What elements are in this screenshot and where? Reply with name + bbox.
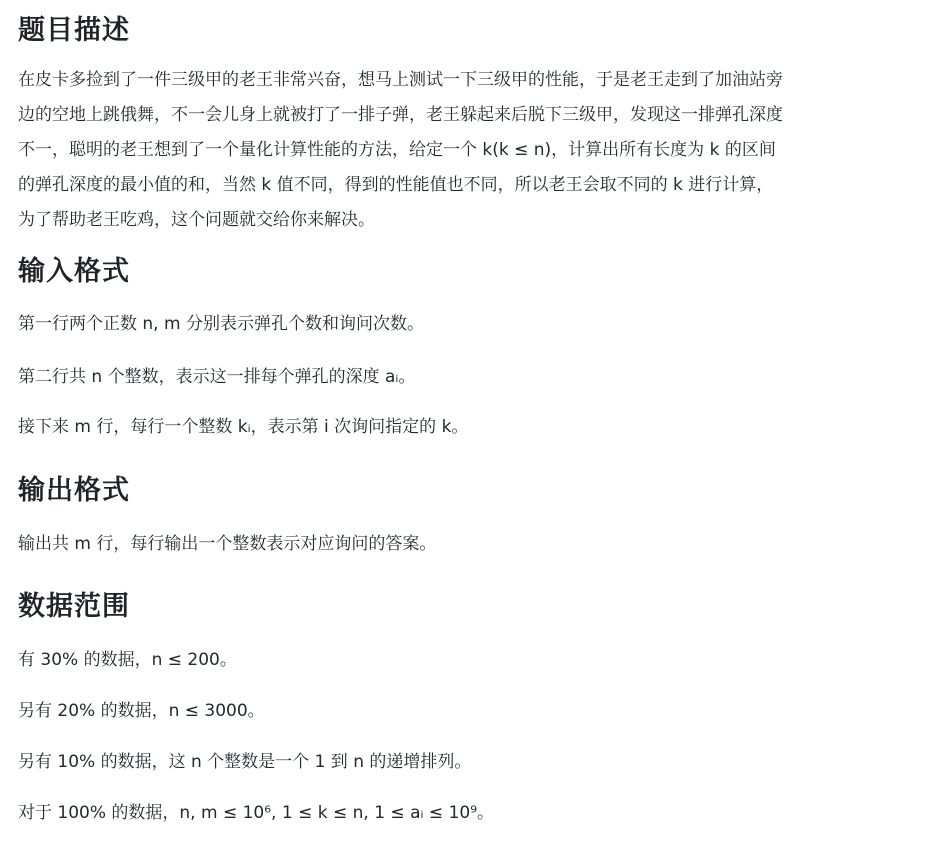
data-range-line: 另有 20% 的数据，n ≤ 3000。 <box>18 701 265 721</box>
description-line: 不一，聪明的老王想到了一个量化计算性能的方法，给定一个 k(k ≤ n)，计算出所有长度为 k 的区间 <box>18 140 776 160</box>
input-format-line: 第二行共 n 个整数，表示这一排每个弹孔的深度 aᵢ。 <box>18 367 416 387</box>
description-line: 的弹孔深度的最小值的和，当然 k 值不同，得到的性能值也不同，所以老王会取不同的 k 进行计算， <box>18 175 774 195</box>
data-range-line: 对于 100% 的数据，n, m ≤ 10⁶, 1 ≤ k ≤ n, 1 ≤ aᵢ ≤ 10⁹。 <box>18 803 495 823</box>
description-line: 边的空地上跳俄舞，不一会儿身上就被打了一排子弹，老王躲起来后脱下三级甲，发现这一排弹孔深度 <box>18 105 783 125</box>
description-heading: 题目描述 <box>18 15 130 46</box>
input-format-line: 第一行两个正数 n, m 分别表示弹孔个数和询问次数。 <box>18 314 424 334</box>
input-format-heading: 输入格式 <box>18 256 130 287</box>
output-format-line: 输出共 m 行，每行输出一个整数表示对应询问的答案。 <box>18 534 437 554</box>
description-line: 为了帮助老王吃鸡，这个问题就交给你来解决。 <box>18 210 375 230</box>
description-line: 在皮卡多捡到了一件三级甲的老王非常兴奋，想马上测试一下三级甲的性能，于是老王走到了加油站旁 <box>18 70 783 90</box>
output-format-heading: 输出格式 <box>18 475 130 506</box>
input-format-line: 接下来 m 行，每行一个整数 kᵢ，表示第 i 次询问指定的 k。 <box>18 417 469 437</box>
description-paragraph <box>18 63 933 238</box>
data-range-line: 有 30% 的数据，n ≤ 200。 <box>18 650 237 670</box>
data-range-line: 另有 10% 的数据，这 n 个整数是一个 1 到 n 的递增排列。 <box>18 752 472 772</box>
data-range-heading: 数据范围 <box>18 591 130 622</box>
